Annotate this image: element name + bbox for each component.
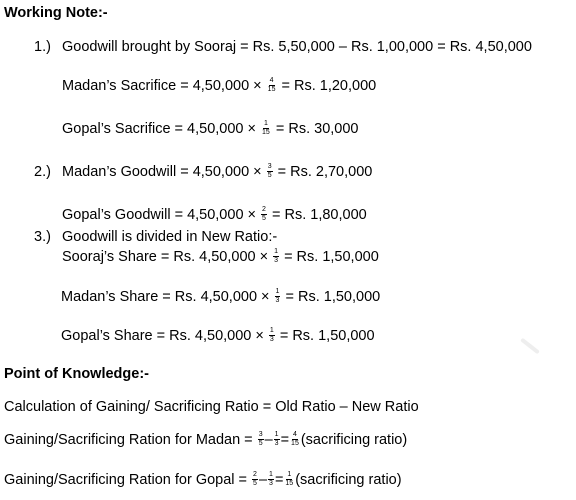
madan-old-ratio-fraction: $\frac{3}{5}$: [258, 430, 263, 447]
gopal-ratio-line: [4, 471, 402, 489]
gopal-share-result: = Rs. 1,50,000: [279, 328, 375, 344]
item-1-number: 1.): [34, 39, 51, 55]
gopal-share-fraction: $\frac{1}{3}$: [269, 326, 274, 343]
working-note-heading: Working Note:-: [4, 5, 108, 21]
madan-sacrifice-fraction: $\frac{4}{15}$: [267, 76, 276, 93]
watermark-mark: [520, 338, 540, 355]
madan-sacrifice-result: = Rs. 1,20,000: [281, 78, 377, 94]
gopal-share-line: [61, 327, 375, 345]
gopal-goodwill-fraction: $\frac{2}{5}$: [262, 205, 266, 222]
minus-sign: –: [264, 432, 273, 448]
gopal-sacrifice-expr: Gopal’s Sacrifice = 4,50,000 ×: [62, 121, 256, 137]
gopal-old-ratio-fraction: $\frac{2}{5}$: [253, 470, 257, 487]
madan-sacrifice-line: [62, 77, 376, 95]
equals-sign: =: [280, 432, 290, 448]
madan-share-result: = Rs. 1,50,000: [285, 289, 381, 305]
madan-share-line: [61, 288, 380, 306]
gopal-new-ratio-fraction: $\frac{1}{3}$: [269, 470, 273, 487]
madan-share-fraction: $\frac{1}{3}$: [275, 287, 280, 304]
sooraj-share-line: [62, 248, 379, 266]
gopal-sacrifice-fraction: $\frac{1}{15}$: [262, 119, 270, 136]
sooraj-share-fraction: $\frac{1}{3}$: [274, 247, 279, 264]
gopal-goodwill-line: [62, 206, 367, 224]
gopal-ratio-label: Gaining/Sacrificing Ration for Gopal =: [4, 472, 248, 488]
sooraj-share-result: = Rs. 1,50,000: [284, 249, 379, 265]
gopal-sacrifice-result: = Rs. 30,000: [275, 121, 359, 137]
item-2-number: 2.): [34, 164, 51, 180]
item-3-text: Goodwill is divided in New Ratio:-: [62, 229, 278, 245]
item-1-text: Goodwill brought by Sooraj = Rs. 5,50,000 – Rs. 1,00,000 = Rs. 4,50,000: [62, 39, 532, 55]
madan-ratio-note: (sacrificing ratio): [300, 432, 408, 448]
madan-sacrifice-expr: Madan’s Sacrifice = 4,50,000 ×: [62, 78, 262, 94]
madan-new-ratio-fraction: $\frac{1}{3}$: [274, 430, 279, 447]
madan-ratio-line: [4, 431, 407, 449]
madan-goodwill-line: [62, 163, 372, 181]
gopal-goodwill-expr: Gopal’s Goodwill = 4,50,000 ×: [62, 207, 257, 223]
madan-ratio-label: Gaining/Sacrificing Ration for Madan =: [4, 432, 253, 448]
minus-sign: –: [258, 472, 268, 488]
madan-goodwill-fraction: $\frac{3}{5}$: [267, 162, 272, 179]
sooraj-share-expr: Sooraj’s Share = Rs. 4,50,000 ×: [62, 249, 269, 265]
madan-goodwill-result: = Rs. 2,70,000: [277, 164, 373, 180]
ratio-definition-line: Calculation of Gaining/ Sacrificing Ratio = Old Ratio – New Ratio: [4, 399, 419, 415]
madan-sacrificing-fraction: $\frac{4}{15}$: [291, 430, 299, 447]
madan-share-expr: Madan’s Share = Rs. 4,50,000 ×: [61, 289, 270, 305]
gopal-sacrifice-line: [62, 120, 358, 138]
equals-sign: =: [274, 472, 284, 488]
gopal-sacrificing-fraction: $\frac{1}{15}$: [285, 470, 294, 487]
gopal-share-expr: Gopal’s Share = Rs. 4,50,000 ×: [61, 328, 264, 344]
point-of-knowledge-heading: Point of Knowledge:-: [4, 366, 149, 382]
item-3-number: 3.): [34, 229, 51, 245]
gopal-ratio-note: (sacrificing ratio): [295, 472, 402, 488]
madan-goodwill-expr: Madan’s Goodwill = 4,50,000 ×: [62, 164, 262, 180]
gopal-goodwill-result: = Rs. 1,80,000: [271, 207, 367, 223]
